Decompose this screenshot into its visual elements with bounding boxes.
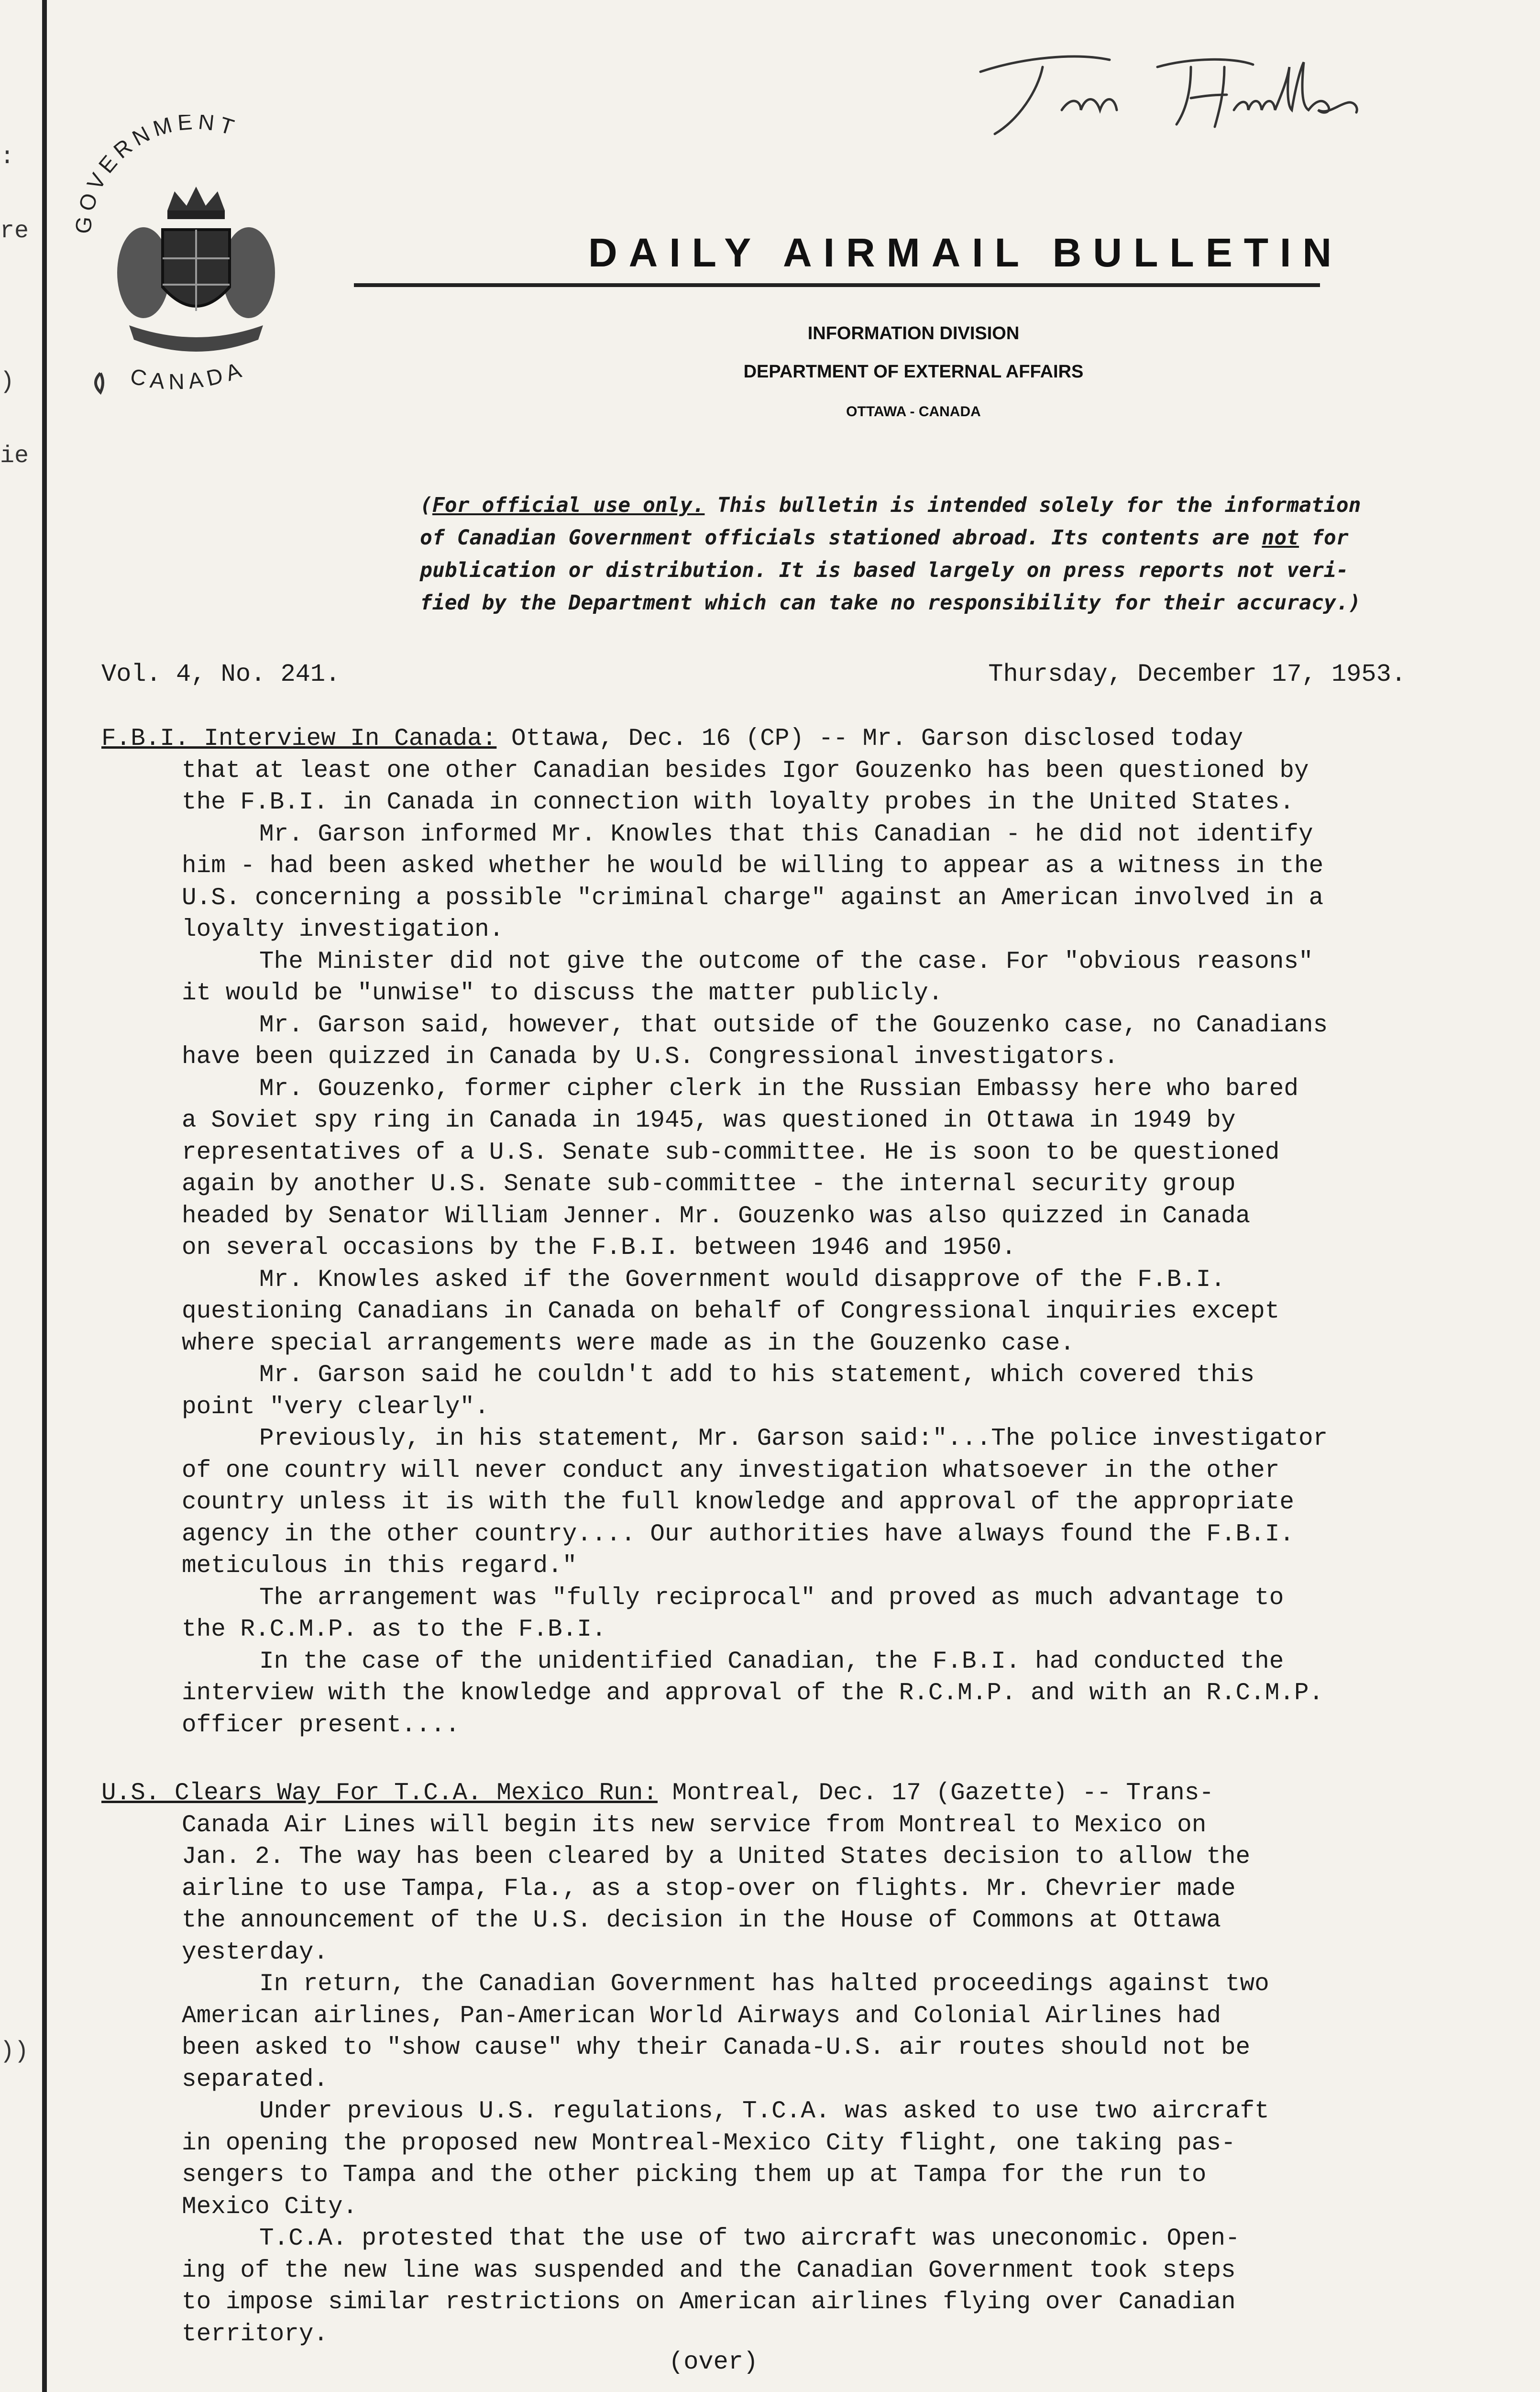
- article-line: Mr. Gouzenko, former cipher clerk in the Russian Embassy here who bared: [259, 1075, 1298, 1103]
- article-line: Jan. 2. The way has been cleared by a United States decision to allow the: [182, 1843, 1251, 1871]
- article-line: In return, the Canadian Government has halted proceedings against two: [259, 1971, 1269, 1998]
- margin-fragment: re: [0, 218, 29, 245]
- margin-fragment: ): [0, 368, 15, 396]
- article-line: again by another U.S. Senate sub-committee - the internal security group: [182, 1171, 1236, 1198]
- notice-line: publication or distribution. It is based largely on press reports not veri-: [420, 558, 1349, 582]
- coat-of-arms-icon: [72, 115, 320, 421]
- article-line: the announcement of the U.S. decision in the House of Commons at Ottawa: [182, 1907, 1221, 1934]
- margin-fragment: ie: [0, 443, 29, 470]
- article-headline: F.B.I. Interview In Canada:: [101, 725, 497, 753]
- article-headline: U.S. Clears Way For T.C.A. Mexico Run:: [101, 1780, 658, 1807]
- location-line: OTTAWA - CANADA: [846, 404, 981, 420]
- division-name: INFORMATION DIVISION: [807, 323, 1020, 343]
- article-line: airline to use Tampa, Fla., as a stop-over on flights. Mr. Chevrier made: [182, 1875, 1236, 1903]
- article-line: him - had been asked whether he would be willing to appear as a witness in the: [182, 853, 1324, 880]
- article-line: yesterday.: [182, 1938, 329, 1966]
- article-line: questioning Canadians in Canada on behalf of Congressional inquiries except: [182, 1298, 1280, 1325]
- article-line: The Minister did not give the outcome of the case. For "obvious reasons": [259, 948, 1313, 975]
- article-line: that at least one other Canadian besides Igor Gouzenko has been questioned by: [182, 757, 1309, 785]
- volume-number: Vol. 4, No. 241.: [101, 660, 341, 688]
- bulletin-title: DAILY AIRMAIL BULLETIN: [588, 230, 1343, 275]
- article-line: in opening the proposed new Montreal-Mexico City flight, one taking pas-: [182, 2129, 1236, 2157]
- article-line: separated.: [182, 2066, 329, 2093]
- article-line: headed by Senator William Jenner. Mr. Gouzenko was also quizzed in Canada: [182, 1202, 1251, 1230]
- article-line: territory.: [182, 2320, 329, 2348]
- handwritten-signature: [966, 38, 1420, 148]
- article-line: it would be "unwise" to discuss the matter publicly.: [182, 980, 943, 1007]
- article-line: been asked to "show cause" why their Canada-U.S. air routes should not be: [182, 2034, 1251, 2061]
- government-seal: [72, 115, 320, 421]
- article-line: loyalty investigation.: [182, 916, 504, 943]
- article-lead: U.S. Clears Way For T.C.A. Mexico Run: Montreal, Dec. 17 (Gazette) -- Trans-: [101, 1780, 1214, 1807]
- article-line: Mr. Garson said he couldn't add to his statement, which covered this: [259, 1362, 1255, 1389]
- left-margin-rule: [42, 0, 47, 2392]
- article-line: Mexico City.: [182, 2193, 358, 2221]
- article-line: American airlines, Pan-American World Airways and Colonial Airlines had: [182, 2002, 1221, 2030]
- article-line: country unless it is with the full knowledge and approval of the appropriate: [182, 1489, 1294, 1516]
- signature-icon: [966, 38, 1420, 148]
- department-name: DEPARTMENT OF EXTERNAL AFFAIRS: [743, 362, 1084, 382]
- article-line: point "very clearly".: [182, 1393, 489, 1421]
- notice-not-emphasis: not: [1262, 526, 1299, 550]
- masthead-rule: [354, 283, 1320, 287]
- article-line: Mr. Knowles asked if the Government would disapprove of the F.B.I.: [259, 1266, 1225, 1294]
- notice-official-use: For official use only.: [432, 493, 705, 517]
- article-line: officer present....: [182, 1711, 460, 1739]
- article-line: a Soviet spy ring in Canada in 1945, was questioned in Ottawa in 1949 by: [182, 1107, 1236, 1134]
- margin-fragment: :: [0, 144, 15, 171]
- svg-text:CANADA: [128, 356, 249, 394]
- notice-line: (For official use only. This bulletin is intended solely for the information: [420, 493, 1361, 517]
- article-line: where special arrangements were made as in the Gouzenko case.: [182, 1329, 1075, 1357]
- article-line: the R.C.M.P. as to the F.B.I.: [182, 1616, 606, 1643]
- article-line: agency in the other country.... Our authorities have always found the F.B.I.: [182, 1520, 1294, 1548]
- article-line: In the case of the unidentified Canadian, the F.B.I. had conducted the: [259, 1648, 1284, 1675]
- article-line: to impose similar restrictions on American airlines flying over Canadian: [182, 2289, 1236, 2316]
- article-fbi-interview: [101, 723, 1441, 1741]
- article-line: on several occasions by the F.B.I. between 1946 and 1950.: [182, 1234, 1016, 1262]
- article-line: Mr. Garson informed Mr. Knowles that this Canadian - he did not identify: [259, 820, 1313, 848]
- article-line: Under previous U.S. regulations, T.C.A. was asked to use two aircraft: [259, 2098, 1269, 2125]
- seal-top-text: GOVERNMENT: [72, 115, 242, 235]
- issue-line: [101, 660, 1406, 688]
- article-line: interview with the knowledge and approval of the R.C.M.P. and with an R.C.M.P.: [182, 1680, 1324, 1707]
- issue-date: Thursday, December 17, 1953.: [988, 660, 1406, 688]
- article-line: sengers to Tampa and the other picking them up at Tampa for the run to: [182, 2161, 1207, 2189]
- article-line: U.S. concerning a possible "criminal charge" against an American involved in a: [182, 884, 1324, 912]
- continued-marker: (over): [669, 2348, 759, 2376]
- notice-line: fied by the Department which can take no responsibility for their accuracy.): [420, 591, 1361, 615]
- article-line: ing of the new line was suspended and the Canadian Government took steps: [182, 2257, 1236, 2284]
- article-line: Mr. Garson said, however, that outside of the Gouzenko case, no Canadians: [259, 1011, 1328, 1039]
- article-line: have been quizzed in Canada by U.S. Congressional investigators.: [182, 1043, 1119, 1071]
- article-line: of one country will never conduct any investigation whatsoever in the other: [182, 1457, 1280, 1484]
- article-tca-mexico-run: [101, 1778, 1441, 2350]
- article-line: The arrangement was "fully reciprocal" and proved as much advantage to: [259, 1584, 1284, 1612]
- seal-bottom-text: CANADA: [128, 356, 249, 394]
- notice-line: of Canadian Government officials stationed abroad. Its contents are not for: [420, 526, 1349, 550]
- margin-fragment: )): [0, 2038, 29, 2065]
- article-line: meticulous in this regard.": [182, 1552, 577, 1580]
- article-lead: F.B.I. Interview In Canada: Ottawa, Dec. 16 (CP) -- Mr. Garson disclosed today: [101, 725, 1243, 753]
- article-line: Canada Air Lines will begin its new service from Montreal to Mexico on: [182, 1811, 1207, 1839]
- official-use-notice: [420, 489, 1448, 619]
- article-line: representatives of a U.S. Senate sub-committee. He is soon to be questioned: [182, 1139, 1280, 1166]
- article-line: T.C.A. protested that the use of two aircraft was uneconomic. Open-: [259, 2225, 1240, 2252]
- article-line: the F.B.I. in Canada in connection with loyalty probes in the United States.: [182, 789, 1294, 816]
- article-line: Previously, in his statement, Mr. Garson said:"...The police investigator: [259, 1425, 1328, 1452]
